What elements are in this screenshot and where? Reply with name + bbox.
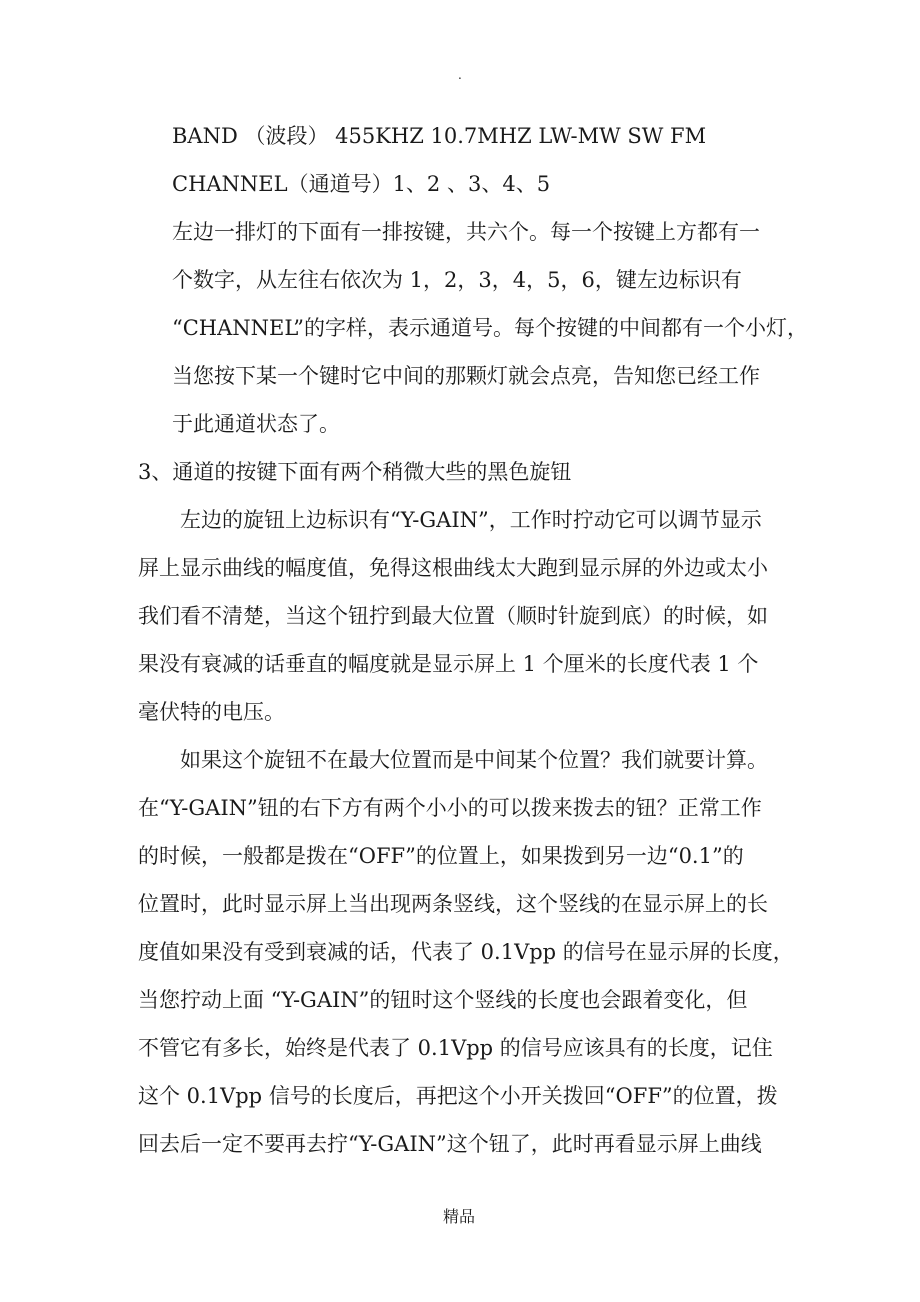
paragraph-line: 当您按下某一个键时它中间的那颗灯就会点亮，告知您已经工作 — [172, 364, 760, 388]
paragraph-line: 左边一排灯的下面有一排按键，共六个。每一个按键上方都有一 — [172, 220, 760, 244]
paragraph-line: 在“Y-GAIN”钮的右下方有两个小小的可以拨来拨去的钮？正常工作 — [138, 796, 762, 820]
page-footer: 精品 — [443, 1207, 476, 1226]
paragraph-line: 于此通道状态了。 — [172, 412, 340, 436]
paragraph-line: 的时候，一般都是拨在“OFF”的位置上，如果拨到另一边“0.1”的 — [138, 844, 744, 868]
channel-line: CHANNEL（通道号）1、2 、3、4、5 — [172, 172, 551, 196]
paragraph-line: 个数字，从左往右依次为 1，2，3，4，5，6，键左边标识有 — [172, 268, 742, 292]
paragraph-line: 回去后一定不要再去拧“Y-GAIN”这个钮了，此时再看显示屏上曲线 — [138, 1132, 762, 1156]
header-mark: . — [458, 68, 462, 82]
paragraph-line: 位置时，此时显示屏上当出现两条竖线，这个竖线的在显示屏上的长 — [138, 892, 768, 916]
section-heading: 3、通道的按键下面有两个稍微大些的黑色旋钮 — [138, 460, 572, 484]
paragraph-line: 这个 0.1Vpp 信号的长度后，再把这个小开关拨回“OFF”的位置，拨 — [138, 1084, 778, 1108]
paragraph-line: 果没有衰减的话垂直的幅度就是显示屏上 1 个厘米的长度代表 1 个 — [138, 652, 759, 676]
paragraph-line: 如果这个旋钮不在最大位置而是中间某个位置？我们就要计算。 — [180, 748, 768, 772]
paragraph-line: 不管它有多长，始终是代表了 0.1Vpp 的信号应该具有的长度，记住 — [138, 1036, 773, 1060]
paragraph-line: 我们看不清楚，当这个钮拧到最大位置（顺时针旋到底）的时候，如 — [138, 604, 768, 628]
paragraph-line: 屏上显示曲线的幅度值，免得这根曲线太大跑到显示屏的外边或太小 — [138, 556, 768, 580]
paragraph-line: “CHANNEL”的字样，表示通道号。每个按键的中间都有一个小灯， — [172, 316, 809, 340]
paragraph-line: 毫伏特的电压。 — [138, 700, 285, 724]
paragraph-line: 左边的旋钮上边标识有“Y-GAIN”，工作时拧动它可以调节显示 — [180, 508, 762, 532]
paragraph-line: 当您拧动上面 “Y-GAIN”的钮时这个竖线的长度也会跟着变化，但 — [138, 988, 748, 1012]
paragraph-line: 度值如果没有受到衰减的话，代表了 0.1Vpp 的信号在显示屏的长度， — [138, 940, 794, 964]
band-line: BAND （波段） 455KHZ 10.7MHZ LW-MW SW FM — [172, 124, 707, 148]
